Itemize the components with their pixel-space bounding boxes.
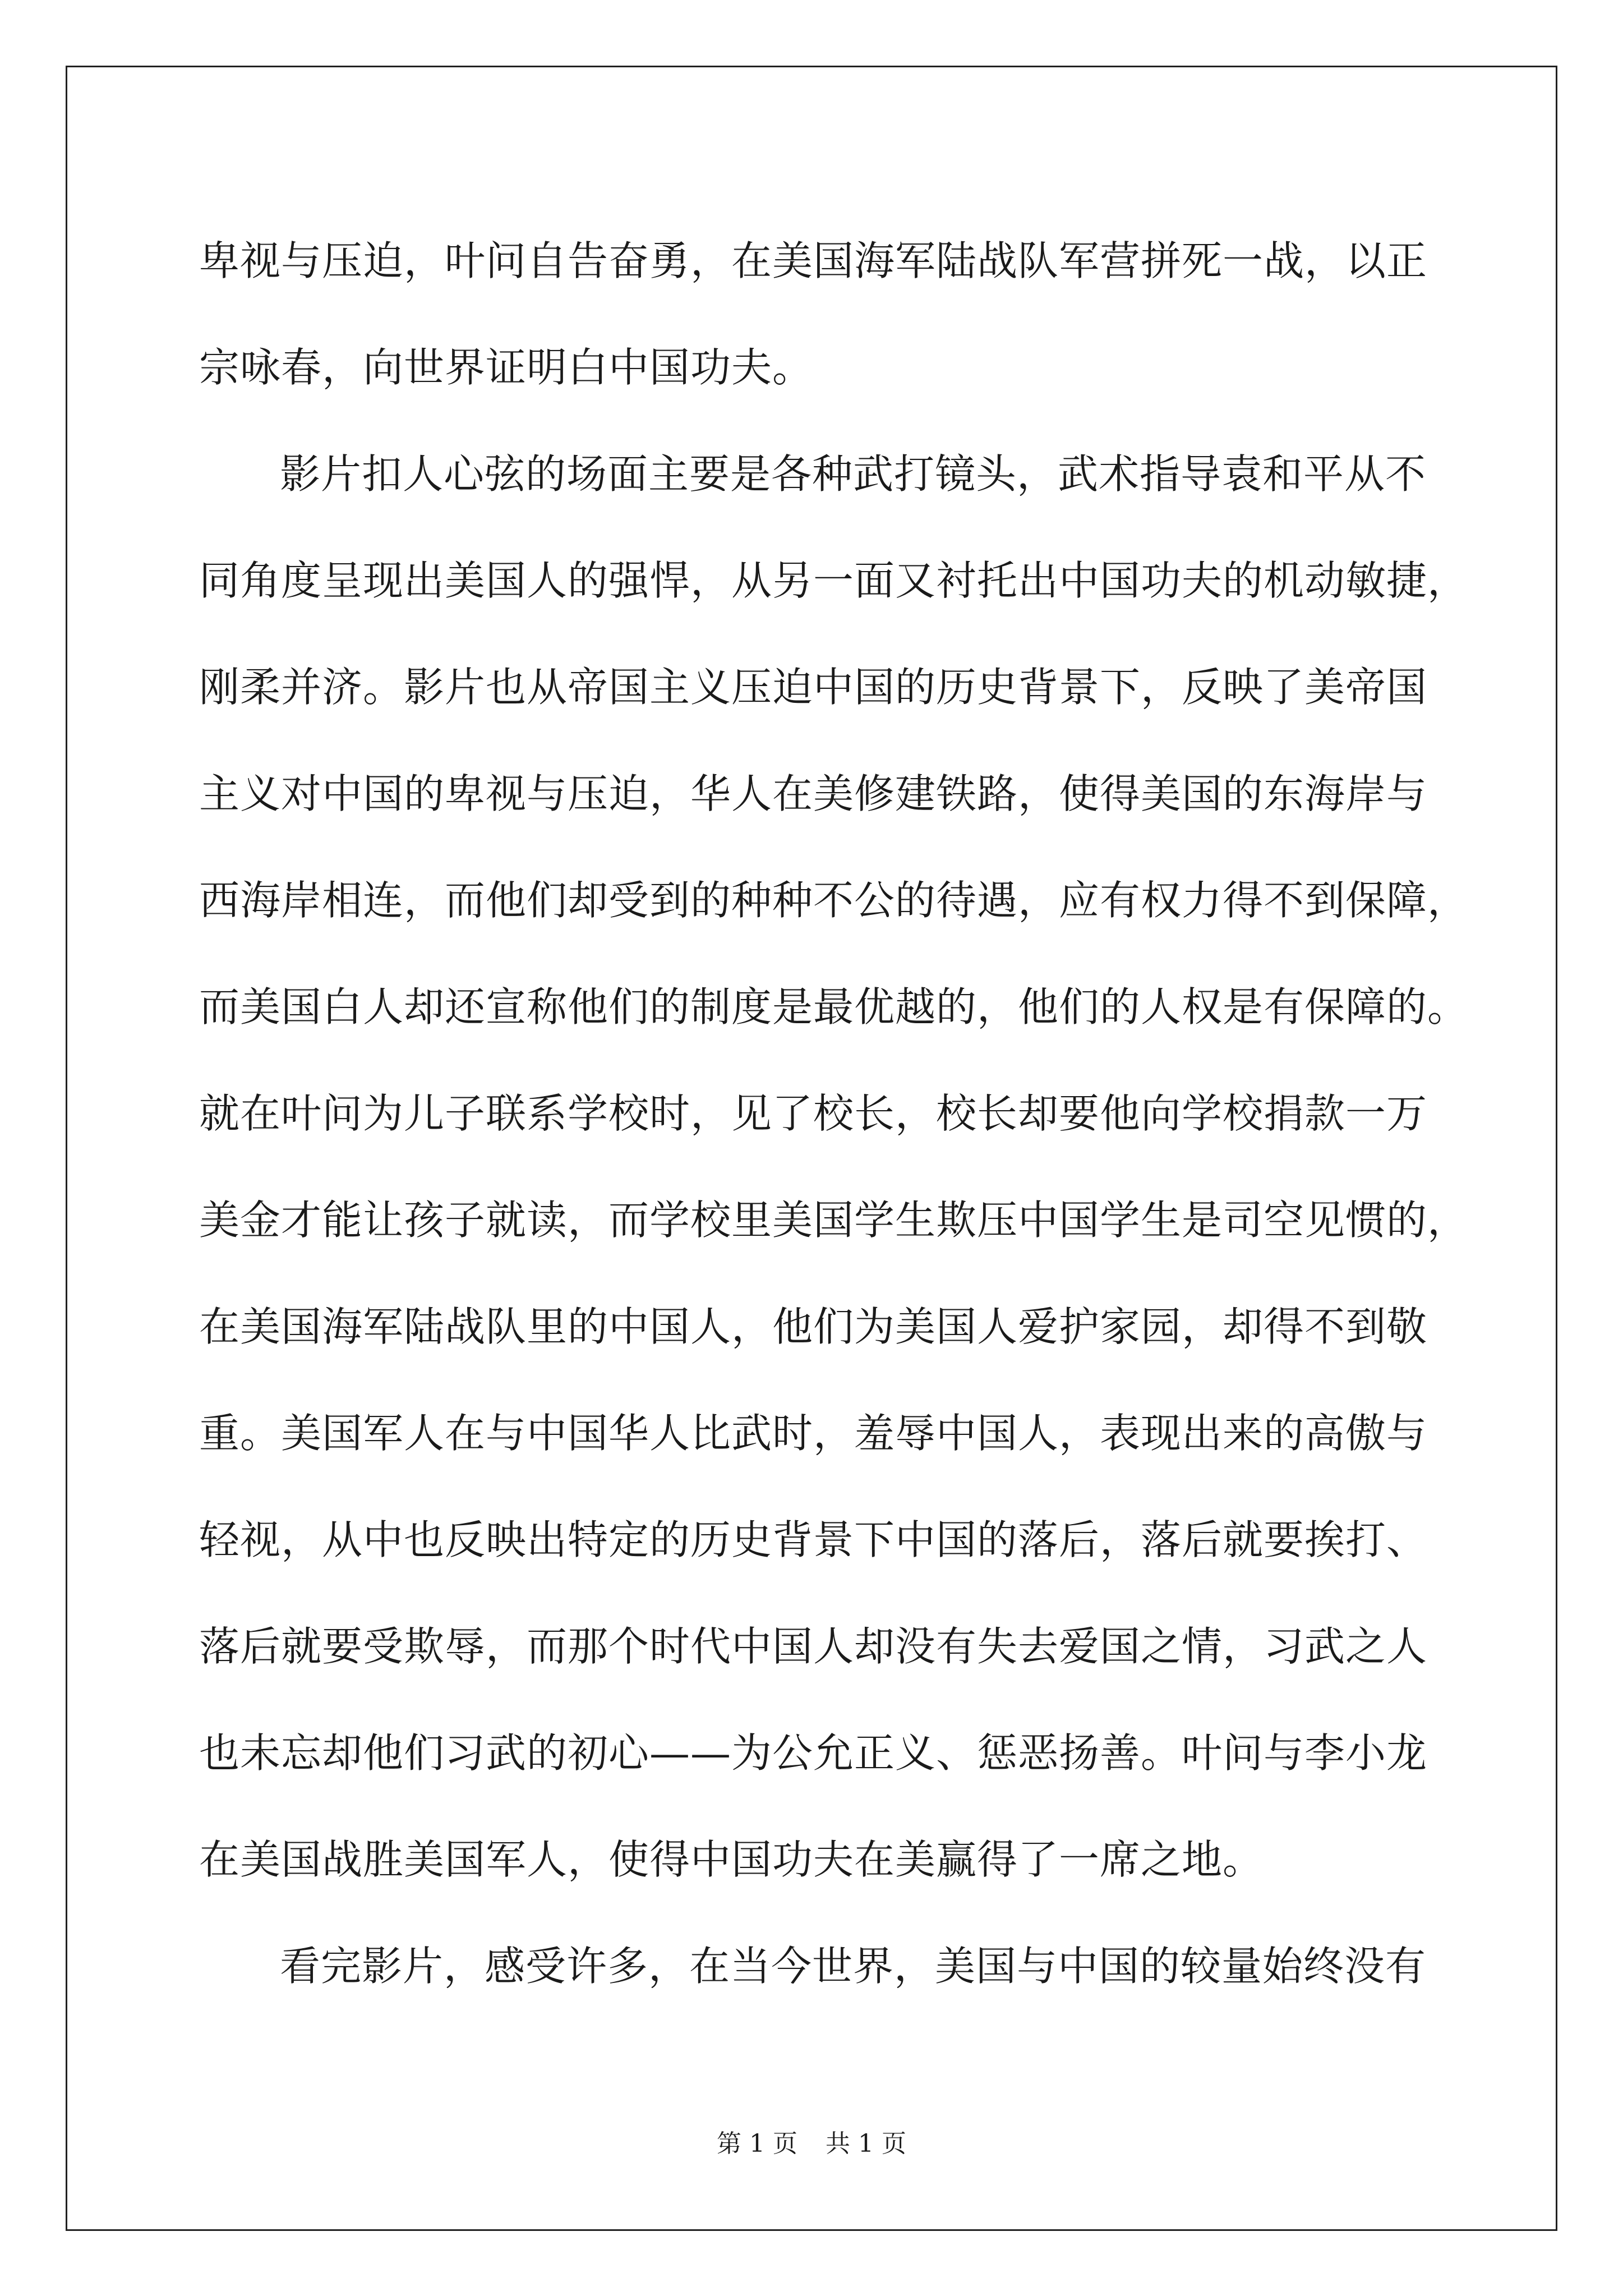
text-line: 宗咏春，向世界证明白中国功夫。 (199, 344, 814, 391)
text-line: 卑视与压迫，叶问自告奋勇，在美国海军陆战队军营拼死一战，以正 (199, 237, 1428, 284)
text-line: 看完影片，感受许多，在当今世界，美国与中国的较量始终没有 (280, 1943, 1427, 1990)
document-body (199, 208, 1469, 2019)
text-line: 在美国战胜美国军人，使得中国功夫在美赢得了一席之地。 (199, 1836, 1264, 1883)
text-line: 同角度呈现出美国人的强悍，从另一面又衬托出中国功夫的机动敏捷， (199, 557, 1469, 604)
text-line: 西海岸相连，而他们却受到的种种不公的待遇，应有权力得不到保障， (199, 877, 1469, 924)
text-line: 落后就要受欺辱，而那个时代中国人却没有失去爱国之情，习武之人 (199, 1623, 1428, 1670)
text-line: 重。美国军人在与中国华人比武时，羞辱中国人，表现出来的高傲与 (199, 1410, 1428, 1457)
text-line: 在美国海军陆战队里的中国人，他们为美国人爱护家园，却得不到敬 (199, 1303, 1428, 1350)
text-line: 主义对中国的卑视与压迫，华人在美修建铁路，使得美国的东海岸与 (199, 770, 1428, 817)
page-footer (0, 2123, 1623, 2159)
page-total: 共 1 页 (826, 2129, 906, 2158)
text-line: 轻视，从中也反映出特定的历史背景下中国的落后，落后就要挨打、 (199, 1516, 1428, 1563)
text-line: 刚柔并济。影片也从帝国主义压迫中国的历史背景下，反映了美帝国 (199, 664, 1428, 711)
text-line: 就在叶问为儿子联系学校时，见了校长，校长却要他向学校捐款一万 (199, 1090, 1428, 1137)
text-line: 也未忘却他们习武的初心——为公允正义、惩恶扬善。叶问与李小龙 (199, 1729, 1428, 1777)
text-line: 美金才能让孩子就读，而学校里美国学生欺压中国学生是司空见惯的， (199, 1197, 1469, 1244)
text-line: 影片扣人心弦的场面主要是各种武打镜头，武术指导袁和平从不 (280, 450, 1427, 498)
page-number: 第 1 页 (717, 2129, 797, 2158)
text-line: 而美国白人却还宣称他们的制度是最优越的，他们的人权是有保障的。 (199, 983, 1469, 1030)
